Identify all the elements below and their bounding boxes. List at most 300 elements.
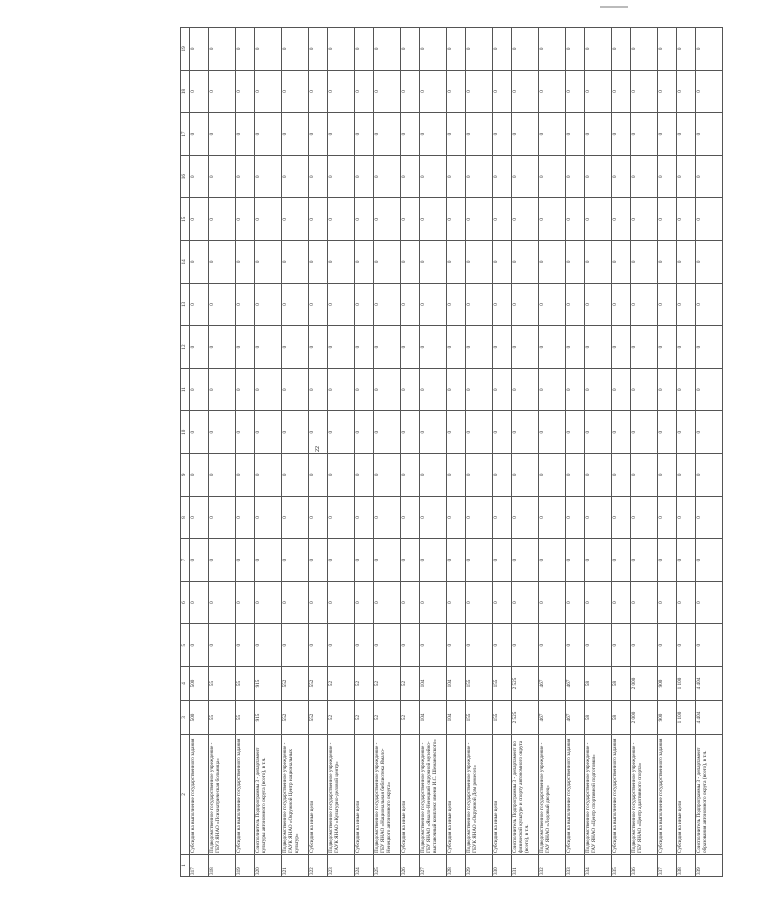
value-cell: 4 404 <box>696 667 723 701</box>
value-cell: 0 <box>512 28 539 71</box>
value-cell: 0 <box>401 70 420 113</box>
row-name-cell: Субсидия на выполнение государственного задания <box>236 735 255 855</box>
table-row <box>677 28 696 877</box>
value-cell: 0 <box>566 539 585 582</box>
value-cell: 0 <box>512 496 539 539</box>
value-cell: 0 <box>328 28 355 71</box>
total-cell: 55 <box>209 701 236 735</box>
table-row <box>658 28 677 877</box>
value-cell: 0 <box>612 368 631 411</box>
value-cell: 0 <box>612 326 631 369</box>
value-cell: 0 <box>190 241 209 284</box>
value-cell: 0 <box>420 283 447 326</box>
value-cell: 0 <box>420 113 447 156</box>
total-cell: 155 <box>466 701 493 735</box>
value-cell: 0 <box>255 581 282 624</box>
value-cell: 0 <box>493 28 512 71</box>
value-cell: 0 <box>420 198 447 241</box>
value-cell: 0 <box>374 624 401 667</box>
row-number-cell: 319 <box>236 855 255 877</box>
value-cell: 0 <box>309 411 328 454</box>
value-cell: 0 <box>493 326 512 369</box>
value-cell: 0 <box>631 496 658 539</box>
table-row <box>466 28 493 877</box>
value-cell: 0 <box>255 411 282 454</box>
value-cell: 0 <box>190 283 209 326</box>
total-cell: 1 100 <box>677 701 696 735</box>
row-number-cell: 338 <box>677 855 696 877</box>
value-cell: 0 <box>631 539 658 582</box>
value-cell: 0 <box>631 198 658 241</box>
value-cell: 0 <box>696 113 723 156</box>
value-cell: 0 <box>658 496 677 539</box>
value-cell: 0 <box>493 624 512 667</box>
value-cell: 0 <box>658 241 677 284</box>
row-name-cell: Подведомственное государственное учреждение - ГАУК ЯНАО «Окружной Центр национальных культур» <box>282 735 309 855</box>
value-cell: 0 <box>309 28 328 71</box>
value-cell: 0 <box>696 496 723 539</box>
table-row <box>447 28 466 877</box>
value-cell: 0 <box>631 368 658 411</box>
table-row <box>539 28 566 877</box>
row-number-cell: 324 <box>355 855 374 877</box>
value-cell: 0 <box>631 70 658 113</box>
total-cell: 2 525 <box>512 701 539 735</box>
value-cell: 0 <box>447 539 466 582</box>
value-cell: 0 <box>585 283 612 326</box>
value-cell: 0 <box>696 198 723 241</box>
value-cell: 0 <box>612 198 631 241</box>
value-cell: 0 <box>355 496 374 539</box>
value-cell: 0 <box>658 624 677 667</box>
value-cell: 0 <box>447 198 466 241</box>
value-cell: 0 <box>420 326 447 369</box>
value-cell: 0 <box>401 368 420 411</box>
value-cell: 0 <box>282 198 309 241</box>
value-cell: 0 <box>696 539 723 582</box>
value-cell: 0 <box>512 113 539 156</box>
row-name-cell: Соисполнитель Подпрограммы 3 - департамент по физической культуре и спорту автономного округа (всего), в т.ч. <box>512 735 539 855</box>
value-cell: 0 <box>539 28 566 71</box>
column-header-4: 4 <box>181 667 190 701</box>
total-cell: 467 <box>566 701 585 735</box>
value-cell: 0 <box>566 624 585 667</box>
value-cell: 0 <box>539 411 566 454</box>
value-cell: 55 <box>236 667 255 701</box>
total-cell: 2 000 <box>631 701 658 735</box>
value-cell: 0 <box>236 155 255 198</box>
value-cell: 0 <box>677 539 696 582</box>
value-cell: 0 <box>355 198 374 241</box>
value-cell: 0 <box>658 198 677 241</box>
value-cell: 0 <box>493 198 512 241</box>
table-row <box>255 28 282 877</box>
table-body <box>190 28 723 877</box>
value-cell: 0 <box>539 454 566 497</box>
value-cell: 0 <box>631 241 658 284</box>
value-cell: 0 <box>209 624 236 667</box>
value-cell: 552 <box>309 667 328 701</box>
value-cell: 0 <box>466 454 493 497</box>
value-cell: 0 <box>190 454 209 497</box>
value-cell: 155 <box>493 667 512 701</box>
row-name-cell: Подведомственное государственное учреждение - ГБУ ЯНАО «Центр адаптивного спорта» <box>631 735 658 855</box>
value-cell: 0 <box>355 454 374 497</box>
value-cell: 104 <box>420 667 447 701</box>
value-cell: 0 <box>255 624 282 667</box>
row-name-cell: Субсидия на выполнение государственного задания <box>566 735 585 855</box>
value-cell: 0 <box>612 624 631 667</box>
value-cell: 0 <box>566 496 585 539</box>
row-number-cell: 329 <box>466 855 493 877</box>
value-cell: 0 <box>677 155 696 198</box>
total-cell: 915 <box>255 701 282 735</box>
value-cell: 0 <box>309 155 328 198</box>
value-cell: 0 <box>539 539 566 582</box>
row-number-cell: 326 <box>401 855 420 877</box>
value-cell: 0 <box>355 155 374 198</box>
table-row <box>612 28 631 877</box>
row-name-cell: Подведомственное государственное учреждение - ГБУК ЯНАО «Окружной Дом ремесел» <box>466 735 493 855</box>
value-cell: 0 <box>658 326 677 369</box>
row-name-cell: Субсидия на выполнение государственного задания <box>190 735 209 855</box>
row-number-cell: 334 <box>585 855 612 877</box>
value-cell: 0 <box>466 624 493 667</box>
value-cell: 0 <box>190 113 209 156</box>
value-cell: 0 <box>401 326 420 369</box>
value-cell: 0 <box>612 70 631 113</box>
value-cell: 0 <box>420 411 447 454</box>
value-cell: 0 <box>374 241 401 284</box>
value-cell: 0 <box>420 70 447 113</box>
column-header-7: 7 <box>181 539 190 582</box>
value-cell: 0 <box>631 581 658 624</box>
value-cell: 0 <box>328 241 355 284</box>
value-cell: 0 <box>255 241 282 284</box>
value-cell: 0 <box>209 581 236 624</box>
value-cell: 0 <box>447 496 466 539</box>
row-number-cell: 336 <box>631 855 658 877</box>
value-cell: 0 <box>493 155 512 198</box>
value-cell: 0 <box>539 368 566 411</box>
row-name-cell: Подведомственное государственное учреждение - ГБУ ЯНАО «Ямало-Ненецкий окружной музейно-выставочный комплекс имени И.С. Шемановского» <box>420 735 447 855</box>
value-cell: 0 <box>209 28 236 71</box>
table-row <box>401 28 420 877</box>
value-cell: 0 <box>355 283 374 326</box>
value-cell: 0 <box>512 198 539 241</box>
value-cell: 0 <box>585 368 612 411</box>
value-cell: 0 <box>512 411 539 454</box>
value-cell: 0 <box>236 283 255 326</box>
value-cell: 0 <box>209 198 236 241</box>
value-cell: 0 <box>209 454 236 497</box>
value-cell: 0 <box>566 326 585 369</box>
value-cell: 0 <box>539 326 566 369</box>
column-header-8: 8 <box>181 496 190 539</box>
value-cell: 0 <box>282 411 309 454</box>
value-cell: 0 <box>677 496 696 539</box>
value-cell: 0 <box>236 198 255 241</box>
value-cell: 0 <box>631 411 658 454</box>
value-cell: 0 <box>566 283 585 326</box>
value-cell: 52 <box>374 667 401 701</box>
value-cell: 0 <box>236 28 255 71</box>
value-cell: 0 <box>374 539 401 582</box>
value-cell: 0 <box>696 411 723 454</box>
value-cell: 0 <box>374 28 401 71</box>
row-name-cell: Подведомственное государственное учреждение - ГБУ ЯНАО «Национальная библиотека Ямало-Ненецкого автономного округа» <box>374 735 401 855</box>
value-cell: 0 <box>374 581 401 624</box>
value-cell: 0 <box>309 198 328 241</box>
value-cell: 0 <box>309 283 328 326</box>
value-cell: 155 <box>466 667 493 701</box>
value-cell: 0 <box>658 283 677 326</box>
value-cell: 0 <box>282 70 309 113</box>
value-cell: 0 <box>696 155 723 198</box>
row-name-cell: Субсидия на выполнение государственного задания <box>612 735 631 855</box>
value-cell: 0 <box>512 454 539 497</box>
column-header-11: 11 <box>181 368 190 411</box>
row-name-cell: Подведомственное государственное учреждение - ГАУ ЯНАО «Центр спортивной подготовки» <box>585 735 612 855</box>
row-number-cell: 318 <box>209 855 236 877</box>
value-cell: 0 <box>585 581 612 624</box>
value-cell: 0 <box>309 241 328 284</box>
value-cell: 0 <box>447 411 466 454</box>
value-cell: 0 <box>190 198 209 241</box>
value-cell: 0 <box>209 326 236 369</box>
value-cell: 0 <box>328 411 355 454</box>
value-cell: 0 <box>677 454 696 497</box>
value-cell: 0 <box>585 28 612 71</box>
row-number-cell: 330 <box>493 855 512 877</box>
value-cell: 0 <box>696 368 723 411</box>
row-number-cell: 321 <box>282 855 309 877</box>
value-cell: 0 <box>401 454 420 497</box>
value-cell: 0 <box>631 326 658 369</box>
table-row <box>493 28 512 877</box>
table-row <box>190 28 209 877</box>
value-cell: 0 <box>355 411 374 454</box>
value-cell: 0 <box>466 283 493 326</box>
value-cell: 0 <box>677 326 696 369</box>
value-cell: 0 <box>209 496 236 539</box>
value-cell: 0 <box>401 539 420 582</box>
value-cell: 0 <box>401 198 420 241</box>
value-cell: 0 <box>355 241 374 284</box>
row-name-cell: Субсидия на выполнение государственного задания <box>658 735 677 855</box>
value-cell: 0 <box>420 539 447 582</box>
row-number-cell: 320 <box>255 855 282 877</box>
value-cell: 0 <box>612 155 631 198</box>
value-cell: 0 <box>328 155 355 198</box>
table-header-row <box>181 28 190 877</box>
value-cell: 0 <box>401 241 420 284</box>
value-cell: 0 <box>677 70 696 113</box>
value-cell: 0 <box>236 326 255 369</box>
total-cell: 52 <box>374 701 401 735</box>
value-cell: 0 <box>512 283 539 326</box>
value-cell: 0 <box>539 283 566 326</box>
value-cell: 0 <box>585 70 612 113</box>
value-cell: 0 <box>309 581 328 624</box>
value-cell: 0 <box>512 624 539 667</box>
value-cell: 0 <box>566 113 585 156</box>
value-cell: 0 <box>539 496 566 539</box>
value-cell: 0 <box>696 283 723 326</box>
row-name-cell: Субсидия на иные цели <box>493 735 512 855</box>
value-cell: 0 <box>539 198 566 241</box>
value-cell: 0 <box>696 581 723 624</box>
value-cell: 0 <box>566 198 585 241</box>
table-row <box>631 28 658 877</box>
value-cell: 0 <box>309 624 328 667</box>
total-cell: 467 <box>539 701 566 735</box>
value-cell: 552 <box>282 667 309 701</box>
value-cell: 0 <box>696 454 723 497</box>
value-cell: 0 <box>677 368 696 411</box>
total-cell: 552 <box>309 701 328 735</box>
value-cell: 0 <box>447 70 466 113</box>
value-cell: 0 <box>566 454 585 497</box>
value-cell: 0 <box>236 581 255 624</box>
total-cell: 155 <box>493 701 512 735</box>
value-cell: 0 <box>466 539 493 582</box>
total-cell: 4 404 <box>696 701 723 735</box>
value-cell: 0 <box>209 539 236 582</box>
value-cell: 0 <box>493 496 512 539</box>
total-cell: 900 <box>658 701 677 735</box>
value-cell: 0 <box>374 70 401 113</box>
value-cell: 0 <box>493 70 512 113</box>
budget-table <box>180 27 723 877</box>
row-name-cell: Подведомственное государственное учреждение - ГАУК ЯНАО «Культурно-деловой центр» <box>328 735 355 855</box>
value-cell: 0 <box>328 368 355 411</box>
row-number-cell: 339 <box>696 855 723 877</box>
row-name-cell: Соисполнитель Подпрограммы 3 - департамент образования автономного округа (всего), в т.ч. <box>696 735 723 855</box>
value-cell: 0 <box>309 539 328 582</box>
value-cell: 0 <box>355 70 374 113</box>
value-cell: 0 <box>447 326 466 369</box>
value-cell: 0 <box>447 454 466 497</box>
value-cell: 0 <box>447 368 466 411</box>
value-cell: 0 <box>677 581 696 624</box>
value-cell: 0 <box>236 411 255 454</box>
value-cell: 0 <box>512 155 539 198</box>
value-cell: 0 <box>631 28 658 71</box>
value-cell: 0 <box>209 411 236 454</box>
value-cell: 0 <box>309 454 328 497</box>
value-cell: 0 <box>255 368 282 411</box>
value-cell: 2 525 <box>512 667 539 701</box>
value-cell: 0 <box>585 539 612 582</box>
value-cell: 0 <box>585 326 612 369</box>
value-cell: 0 <box>190 581 209 624</box>
value-cell: 0 <box>658 155 677 198</box>
row-number-cell: 332 <box>539 855 566 877</box>
value-cell: 0 <box>493 241 512 284</box>
value-cell: 0 <box>585 155 612 198</box>
value-cell: 0 <box>355 113 374 156</box>
value-cell: 0 <box>309 70 328 113</box>
value-cell: 0 <box>309 113 328 156</box>
value-cell: 0 <box>420 496 447 539</box>
value-cell: 0 <box>282 539 309 582</box>
value-cell: 0 <box>696 28 723 71</box>
value-cell: 0 <box>539 113 566 156</box>
value-cell: 0 <box>566 155 585 198</box>
table-row <box>566 28 585 877</box>
row-number-cell: 322 <box>309 855 328 877</box>
column-header-16: 16 <box>181 155 190 198</box>
value-cell: 0 <box>328 539 355 582</box>
value-cell: 58 <box>585 667 612 701</box>
value-cell: 0 <box>374 198 401 241</box>
value-cell: 0 <box>190 28 209 71</box>
value-cell: 0 <box>466 70 493 113</box>
value-cell: 0 <box>282 454 309 497</box>
column-header-6: 6 <box>181 581 190 624</box>
value-cell: 0 <box>374 113 401 156</box>
table-row <box>282 28 309 877</box>
value-cell: 0 <box>658 28 677 71</box>
value-cell: 0 <box>190 70 209 113</box>
value-cell: 0 <box>447 624 466 667</box>
value-cell: 0 <box>420 454 447 497</box>
row-name-cell: Субсидия на иные цели <box>355 735 374 855</box>
column-header-13: 13 <box>181 283 190 326</box>
value-cell: 0 <box>401 28 420 71</box>
value-cell: 0 <box>696 70 723 113</box>
table-row <box>309 28 328 877</box>
value-cell: 0 <box>566 241 585 284</box>
value-cell: 0 <box>355 28 374 71</box>
value-cell: 0 <box>190 496 209 539</box>
value-cell: 0 <box>401 411 420 454</box>
value-cell: 0 <box>236 113 255 156</box>
total-cell: 55 <box>236 701 255 735</box>
value-cell: 52 <box>328 667 355 701</box>
value-cell: 0 <box>374 411 401 454</box>
value-cell: 1 100 <box>677 667 696 701</box>
value-cell: 0 <box>355 624 374 667</box>
row-name-cell: Субсидия на иные цели <box>677 735 696 855</box>
value-cell: 0 <box>282 283 309 326</box>
value-cell: 0 <box>512 581 539 624</box>
value-cell: 0 <box>255 326 282 369</box>
value-cell: 0 <box>282 624 309 667</box>
value-cell: 0 <box>328 581 355 624</box>
column-header-15: 15 <box>181 198 190 241</box>
value-cell: 467 <box>539 667 566 701</box>
value-cell: 0 <box>612 581 631 624</box>
value-cell: 0 <box>328 283 355 326</box>
table-row <box>209 28 236 877</box>
value-cell: 0 <box>585 198 612 241</box>
column-header-5: 5 <box>181 624 190 667</box>
value-cell: 0 <box>309 326 328 369</box>
value-cell: 0 <box>401 624 420 667</box>
row-number-cell: 331 <box>512 855 539 877</box>
value-cell: 0 <box>355 326 374 369</box>
value-cell: 0 <box>236 496 255 539</box>
value-cell: 0 <box>309 496 328 539</box>
value-cell: 0 <box>612 241 631 284</box>
value-cell: 0 <box>585 496 612 539</box>
page-number: 22 <box>315 446 321 452</box>
table-row <box>512 28 539 877</box>
total-cell: 58 <box>585 701 612 735</box>
value-cell: 0 <box>401 496 420 539</box>
